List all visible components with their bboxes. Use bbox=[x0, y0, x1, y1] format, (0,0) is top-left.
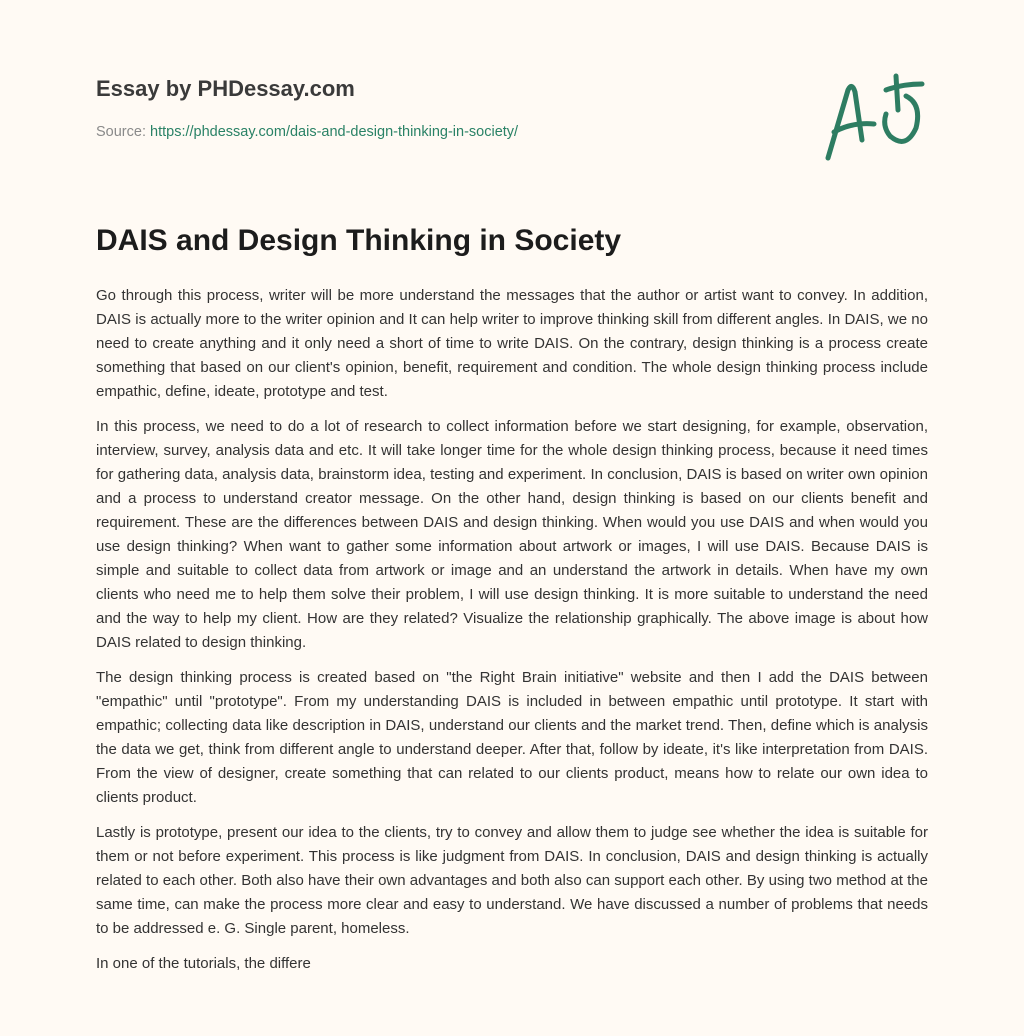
paragraph: In one of the tutorials, the differe bbox=[96, 955, 311, 972]
paragraph: The design thinking process is created based on "the Right Brain initiative" website and then I add the DAIS between "empathic" until "prototype". From my understanding DAIS is included in between empathic until prototype. It start with empathic; collecting data like description in DAIS, understand our clients and the market trend. Then, define which is analysis the data we get, think from different angle to understand deeper. After that, follow by ideate, it's like interpretation from DAIS. From the view of designer, create something that can related to our clients product, means how to relate our own idea to clients product. bbox=[96, 669, 928, 806]
page-title: DAIS and Design Thinking in Society bbox=[96, 224, 622, 257]
paragraph: Lastly is prototype, present our idea to the clients, try to convey and allow them to judge see whether the idea is suitable for them or not before experiment. This process is like judgment from DAIS. In conclusion, DAIS and design thinking is actually related to each other. Both also have their own advantages and both also can support each other. By using two method at the same time, can make the process more clear and easy to understand. We have discussed a number of problems that needs to be addressed e. G. Single parent, homeless. bbox=[96, 824, 928, 937]
source-link[interactable]: https://phdessay.com/dais-and-design-thinking-in-society/ bbox=[150, 124, 519, 140]
site-brand: Essay by PHDessay.com bbox=[96, 76, 355, 101]
a-plus-logo-icon bbox=[818, 70, 930, 166]
source-line bbox=[96, 124, 518, 140]
paragraph: Go through this process, writer will be more understand the messages that the author or artist want to convey. In addition, DAIS is actually more to the writer opinion and It can help writer to improve thinking skill from different angles. In DAIS, we no need to create anything and it only need a short of time to write DAIS. On the contrary, design thinking is a process create something that based on our client's opinion, benefit, requirement and condition. The whole design thinking process include empathic, define, ideate, prototype and test. bbox=[96, 287, 928, 400]
article-body bbox=[96, 284, 928, 987]
paragraph: In this process, we need to do a lot of research to collect information before we start designing, for example, observation, interview, survey, analysis data and etc. It will take longer time for the whole design thinking process, because it need times for gathering data, analysis data, brainstorm idea, testing and experiment. In conclusion, DAIS is based on writer own opinion and a process to understand creator message. On the other hand, design thinking is based on our clients benefit and requirement. These are the differences between DAIS and design thinking. When would you use DAIS and when would you use design thinking? When want to gather some information about artwork or images, I will use DAIS. Because DAIS is simple and suitable to collect data from artwork or image and an understand the artwork in details. When have my own clients who need me to help them solve their problem, I will use design thinking. It is more suitable to understand the need and the way to help my client. How are they related? Visualize the relationship graphically. The above image is about how DAIS related to design thinking. bbox=[96, 418, 928, 651]
source-label: Source: bbox=[96, 124, 146, 140]
